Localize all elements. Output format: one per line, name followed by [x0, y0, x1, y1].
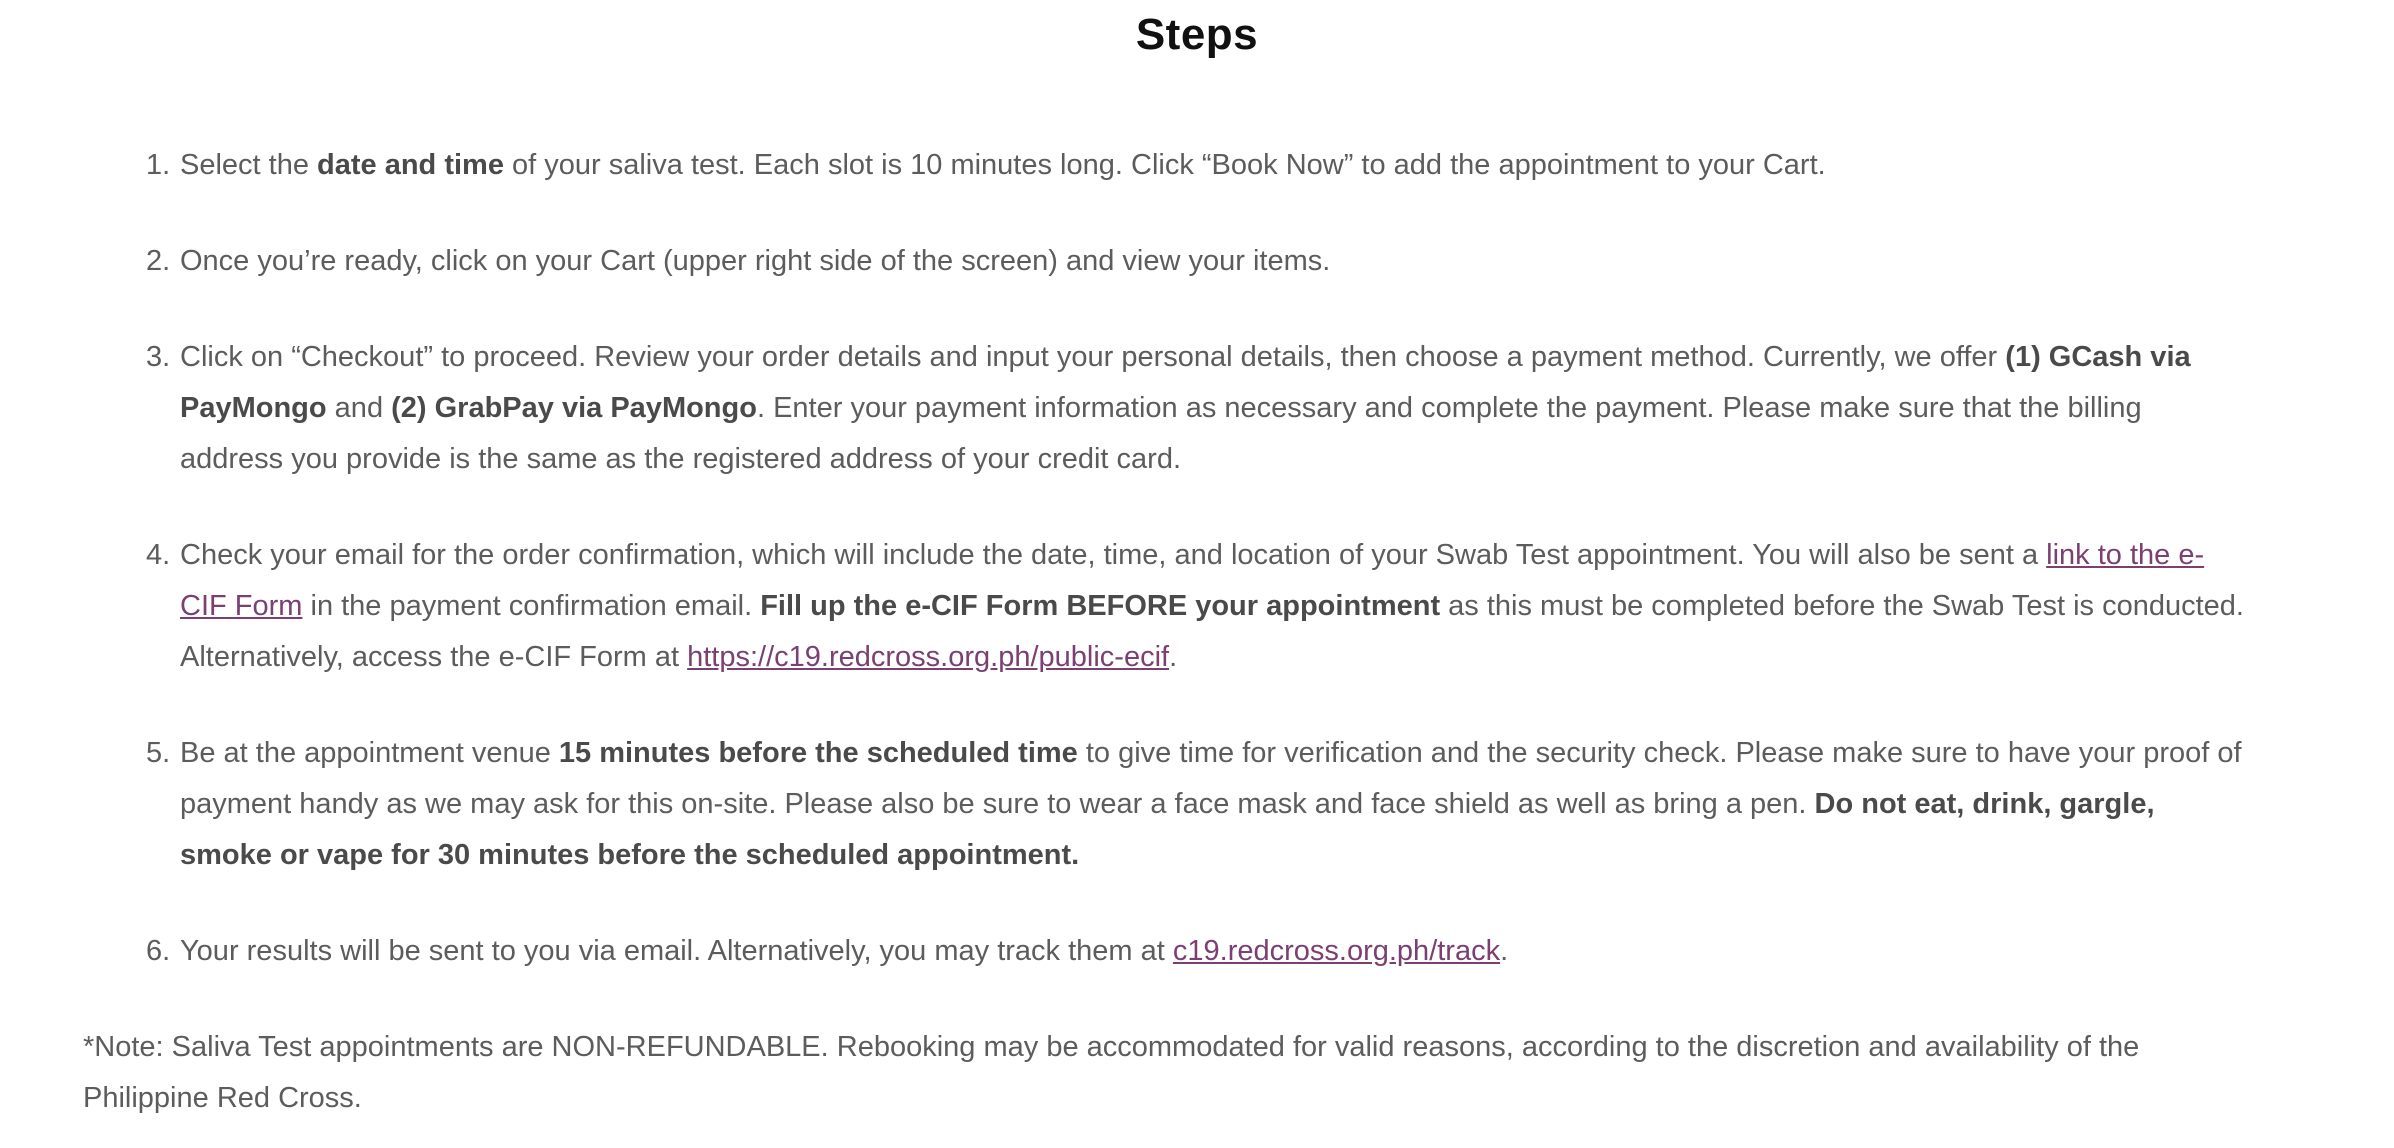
step-emphasis: (2) GrabPay via PayMongo [391, 392, 757, 424]
step-text: as this must be completed before the Swab Test is conducted. Alternatively, access the e-CIF Form at [180, 590, 2244, 673]
step-text: . [1500, 935, 1509, 967]
step-item-6 [146, 926, 2246, 977]
step-text: and [326, 392, 392, 424]
page-title: Steps [1135, 10, 1259, 59]
step-text: to give time for verification and the security check. Please make sure to have your proof of payment handy as we may ask for this on-site. Please also be sure to wear a face mask and face shield as well as bring a pen. [180, 737, 2242, 820]
step-text: Click on “Checkout” to proceed. Review your order details and input your personal details, then choose a payment method. Currently, we offer [180, 341, 2006, 373]
step-item-5 [146, 728, 2246, 881]
step-number: 6. [146, 935, 171, 967]
step-number: 5. [146, 737, 171, 769]
step-text: Your results will be sent to you via email. Alternatively, you may track them at [180, 935, 1173, 967]
step-text: . Enter your payment information as necessary and complete the payment. Please make sure that the billing address you provide is the same as the registered address of your credit card. [180, 392, 2142, 475]
refund-note: *Note: Saliva Test appointments are NON-REFUNDABLE. Rebooking may be accommodated for valid reasons, according to the discretion and availability of the Philippine Red Cross. [83, 1031, 2140, 1114]
step-number: 2. [146, 245, 171, 277]
ecif-form-link[interactable]: link to the e-CIF Form [180, 539, 2205, 622]
step-emphasis: Fill up the e-CIF Form BEFORE your appointment [760, 590, 1441, 622]
step-item-2 [146, 236, 2246, 287]
step-emphasis: (1) GCash via PayMongo [180, 341, 2191, 424]
step-item-3 [146, 332, 2246, 485]
step-emphasis: 15 minutes before the scheduled time [558, 737, 1078, 769]
step-number: 4. [146, 539, 171, 571]
step-text: Check your email for the order confirmation, which will include the date, time, and location of your Swab Test appointment. You will also be sent a [180, 539, 2047, 571]
step-text: Once you’re ready, click on your Cart (upper right side of the screen) and view your items. [180, 245, 1331, 277]
step-emphasis: Do not eat, drink, gargle, smoke or vape for 30 minutes before the scheduled appointment. [180, 788, 2155, 871]
step-emphasis: date and time [317, 149, 504, 181]
track-results-link[interactable]: c19.redcross.org.ph/track [1172, 935, 1501, 967]
step-item-1 [146, 140, 2246, 191]
step-text: in the payment confirmation email. [302, 590, 761, 622]
step-text: Select the [180, 149, 318, 181]
step-text: . [1169, 641, 1178, 673]
step-number: 3. [146, 341, 171, 373]
step-text: Be at the appointment venue [180, 737, 559, 769]
step-text: of your saliva test. Each slot is 10 minutes long. Click “Book Now” to add the appointment to your Cart. [503, 149, 1826, 181]
public-ecif-link[interactable]: https://c19.redcross.org.ph/public-ecif [687, 641, 1170, 673]
step-item-4 [146, 530, 2246, 683]
steps-list [146, 140, 2246, 1022]
step-number: 1. [146, 149, 171, 181]
